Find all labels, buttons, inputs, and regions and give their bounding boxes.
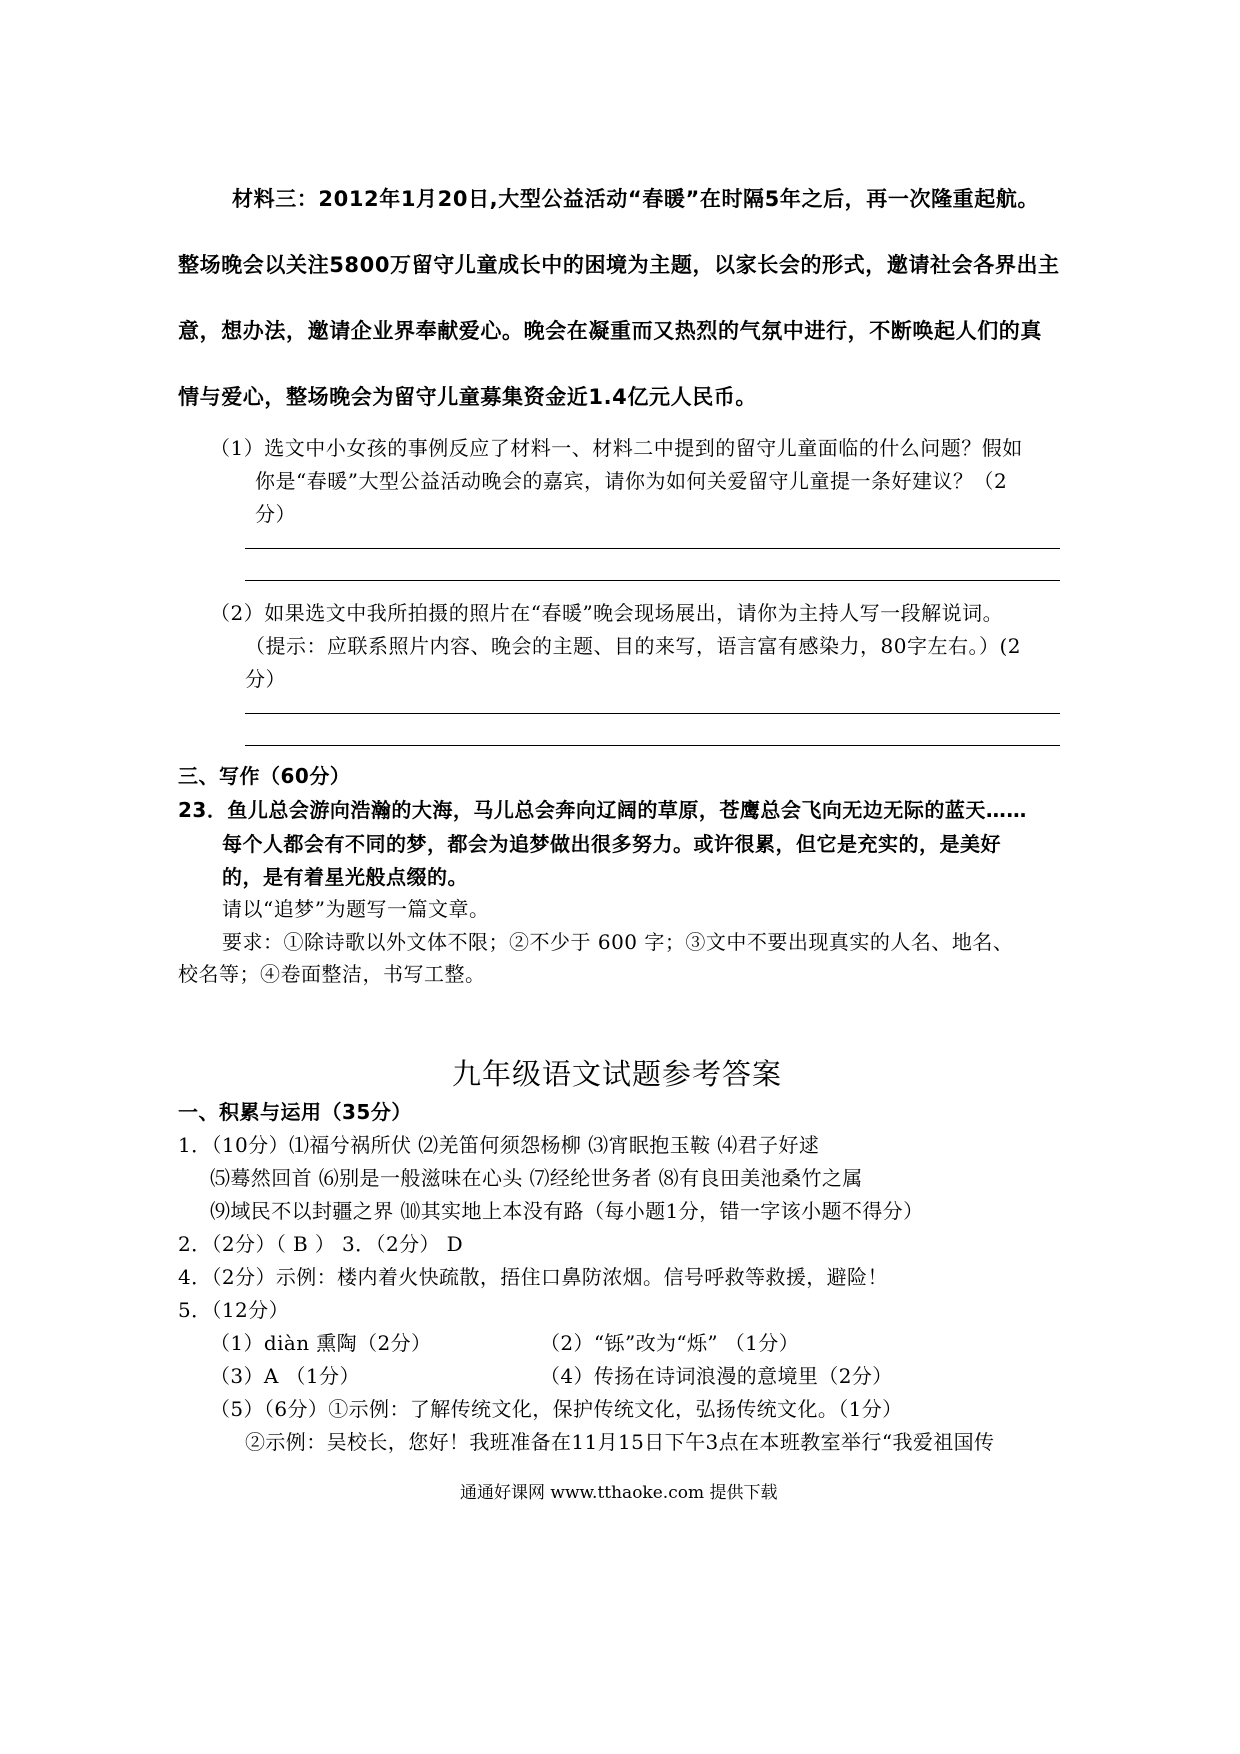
material3-line-3: 意，想办法，邀请企业界奉献爱心。晚会在凝重而又热烈的气氛中进行，不断唤起人们的真 <box>178 319 1042 343</box>
question2-line-1: （2）如果选文中我所拍摄的照片在“春暖”晚会现场展出，请你为主持人写一段解说词。 <box>210 601 1004 625</box>
question1-line-3: 分） <box>255 502 296 526</box>
answer-line-1: 1．（10分）⑴福兮祸所伏 ⑵羌笛何须怨杨柳 ⑶宵眠抱玉鞍 ⑷君子好逑 <box>178 1133 820 1157</box>
question1-line-1: （1）选文中小女孩的事例反应了材料一、材料二中提到的留守儿童面临的什么问题？假如 <box>210 436 1023 460</box>
answer-line-2: ⑸蓦然回首 ⑹别是一般滋味在心头 ⑺经纶世务者 ⑻有良田美池桑竹之属 <box>210 1166 863 1190</box>
q5-answer-2: （2）“铄”改为“烁” （1分） <box>540 1331 800 1355</box>
page-footer: 通通好课网 www.tthaoke.com 提供下载 <box>460 1483 778 1503</box>
q5-answer-3: （3）A （1分） <box>210 1364 360 1388</box>
material3-line-1: 材料三：2012年1月20日,大型公益活动“春暖”在时隔5年之后，再一次隆重起航。 <box>232 187 1040 211</box>
material3-line-2: 整场晚会以关注5800万留守儿童成长中的困境为主题，以家长会的形式，邀请社会各界出主 <box>178 253 1060 277</box>
answer-line-q1-b <box>245 580 1060 581</box>
writing-requirement-line-1: 要求：①除诗歌以外文体不限；②不少于 600 字；③文中不要出现真实的人名、地名、 <box>222 930 1014 954</box>
section1-heading: 一、积累与运用（35分） <box>178 1100 412 1124</box>
writing-requirement-line-2: 校名等；④卷面整洁，书写工整。 <box>178 962 486 986</box>
answer-line-q2-b <box>245 745 1060 746</box>
answer-line-q1-a <box>245 548 1060 549</box>
writing-prompt-line-3: 的，是有着星光般点缀的。 <box>222 865 468 889</box>
writing-prompt-line-2: 每个人都会有不同的梦，都会为追梦做出很多努力。或许很累，但它是充实的，是美好 <box>222 832 1001 856</box>
q5-answer-5: （5）（6分）①示例：了解传统文化，保护传统文化，弘扬传统文化。（1分） <box>210 1397 903 1421</box>
answer-line-q2-a <box>245 713 1060 714</box>
question2-line-3: 分） <box>245 667 286 691</box>
answer-line-3: ⑼域民不以封疆之界 ⑽其实地上本没有路（每小题1分，错一字该小题不得分） <box>210 1199 924 1223</box>
writing-task: 请以“追梦”为题写一篇文章。 <box>222 897 490 921</box>
writing-prompt-line-1: 23．鱼儿总会游向浩瀚的大海，马儿总会奔向辽阔的草原，苍鹰总会飞向无边无际的蓝天…… <box>178 798 1027 822</box>
answer-line-5: 4．（2分）示例：楼内着火快疏散，捂住口鼻防浓烟。信号呼救等救援，避险！ <box>178 1265 888 1289</box>
answer-line-4: 2．（2分）（ B ） 3．（2分） D <box>178 1232 464 1256</box>
answer-line-6: 5．（12分） <box>178 1298 289 1322</box>
material3-line-4: 情与爱心，整场晚会为留守儿童募集资金近1.4亿元人民币。 <box>178 385 757 409</box>
q5-answer-4: （4）传扬在诗词浪漫的意境里（2分） <box>540 1364 893 1388</box>
q5-answer-5-example: ②示例：吴校长，您好！我班准备在11月15日下午3点在本班教室举行“我爱祖国传 <box>245 1430 995 1454</box>
question1-line-2: 你是“春暖”大型公益活动晚会的嘉宾，请你为如何关爱留守儿童提一条好建议？（2 <box>255 469 1008 493</box>
writing-heading: 三、写作（60分） <box>178 764 351 788</box>
q5-answer-1: （1）diàn 熏陶（2分） <box>210 1331 432 1355</box>
question2-line-2: （提示：应联系照片内容、晚会的主题、目的来写，语言富有感染力，80字左右。）(2 <box>245 634 1021 658</box>
answer-key-title: 九年级语文试题参考答案 <box>452 1057 783 1091</box>
